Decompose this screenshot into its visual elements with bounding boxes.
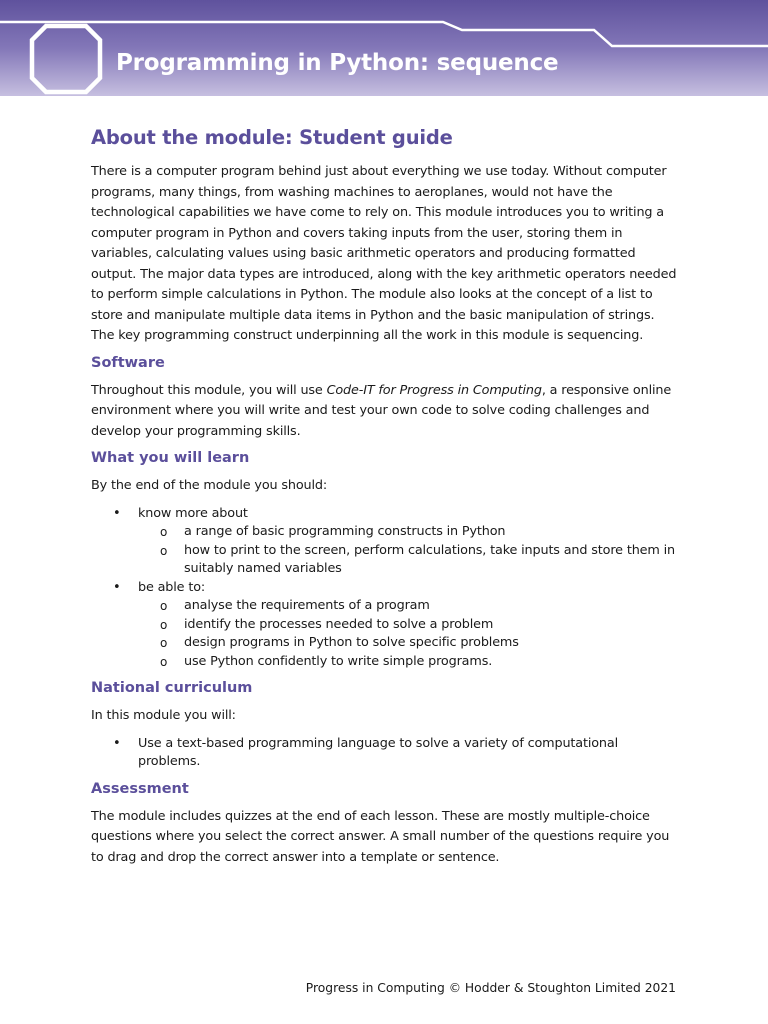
list-item-label: be able to:: [138, 579, 206, 595]
circle-bullet-icon: o: [160, 525, 168, 539]
sub-list-item-text: design programs in Python to solve specific problems: [184, 635, 519, 650]
circle-bullet-icon: o: [160, 617, 168, 632]
assessment-paragraph: The module includes quizzes at the end of each lesson. These are mostly multiple-choice questions where you select the correct answer. A small number of the questions require you to drag and drop the correct answer into a template or sentence.: [91, 808, 670, 865]
sub-list-item-text: analyse the requirements of a program: [184, 598, 430, 613]
bullet-icon: •: [113, 579, 121, 595]
software-text-before: Throughout this module, you will use: [91, 382, 327, 398]
sub-list-item-text: how to print to the screen, perform calculations, take inputs and store them in suitably named variables: [184, 542, 675, 576]
circle-bullet-icon: o: [160, 599, 168, 613]
module-title: About the module: Student guide: [91, 126, 453, 149]
software-text-after: , a responsive online environment where you will write and test your own code to solve coding challenges and develop your programming skills.: [91, 382, 672, 439]
curriculum-intro: In this module you will:: [91, 708, 236, 723]
list-item-label: know more about: [138, 505, 248, 521]
learn-heading: What you will learn: [91, 450, 250, 466]
footer-copyright: Progress in Computing © Hodder & Stoughton Limited 2021: [305, 981, 676, 995]
software-heading: Software: [91, 354, 165, 371]
main-content: [91, 126, 677, 876]
sub-list: [138, 597, 677, 671]
bullet-icon: •: [113, 505, 121, 521]
learn-intro: By the end of the module you should:: [91, 478, 328, 493]
curriculum-list: [91, 735, 677, 772]
list-item-label: Use a text-based programming language to solve a variety of computational problems.: [138, 735, 618, 769]
circle-bullet-icon: o: [160, 654, 168, 669]
sub-list-item: [138, 634, 677, 653]
software-product-name: Code-IT for Progress in Computing: [326, 382, 542, 398]
sub-list-item: [138, 523, 677, 542]
learn-list: [91, 505, 677, 672]
curriculum-heading: National curriculum: [91, 680, 253, 696]
circle-bullet-icon: o: [160, 636, 168, 650]
assessment-heading: Assessment: [91, 780, 189, 797]
software-paragraph: [91, 381, 677, 443]
sub-list-item: [138, 653, 677, 672]
sub-list-item: [138, 616, 677, 635]
page-title: Programming in Python: sequence: [116, 50, 559, 76]
bullet-icon: •: [113, 735, 121, 751]
list-item: [91, 579, 677, 672]
sub-list-item: [138, 542, 677, 579]
sub-list-item-text: a range of basic programming constructs in Python: [184, 524, 506, 539]
sub-list-item-text: identify the processes needed to solve a problem: [184, 616, 494, 632]
circle-bullet-icon: o: [160, 543, 168, 558]
sub-list-item-text: use Python confidently to write simple programs.: [184, 653, 493, 669]
banner-graphic: [0, 0, 768, 96]
header-banner: [0, 0, 768, 96]
sub-list: [138, 523, 677, 579]
list-item: [91, 505, 677, 579]
list-item: [91, 735, 677, 772]
intro-paragraph: There is a computer program behind just about everything we use today. Without computer programs, many things, from washing machines to aeroplanes, would not have the technological capabilities we have come to rely on. This module introduces you to writing a computer program in Python and covers taking inputs from the user, storing them in variables, calculating values using basic arithmetic operators and producing formatted output. The major data types are introduced, along with the key arithmetic operators needed to perform simple calculations in Python. The module also looks at the concept of a list to store and manipulate multiple data items in Python and the basic manipulation of strings. The key programming construct underpinning all the work in this module is sequencing.: [91, 164, 677, 343]
sub-list-item: [138, 597, 677, 616]
